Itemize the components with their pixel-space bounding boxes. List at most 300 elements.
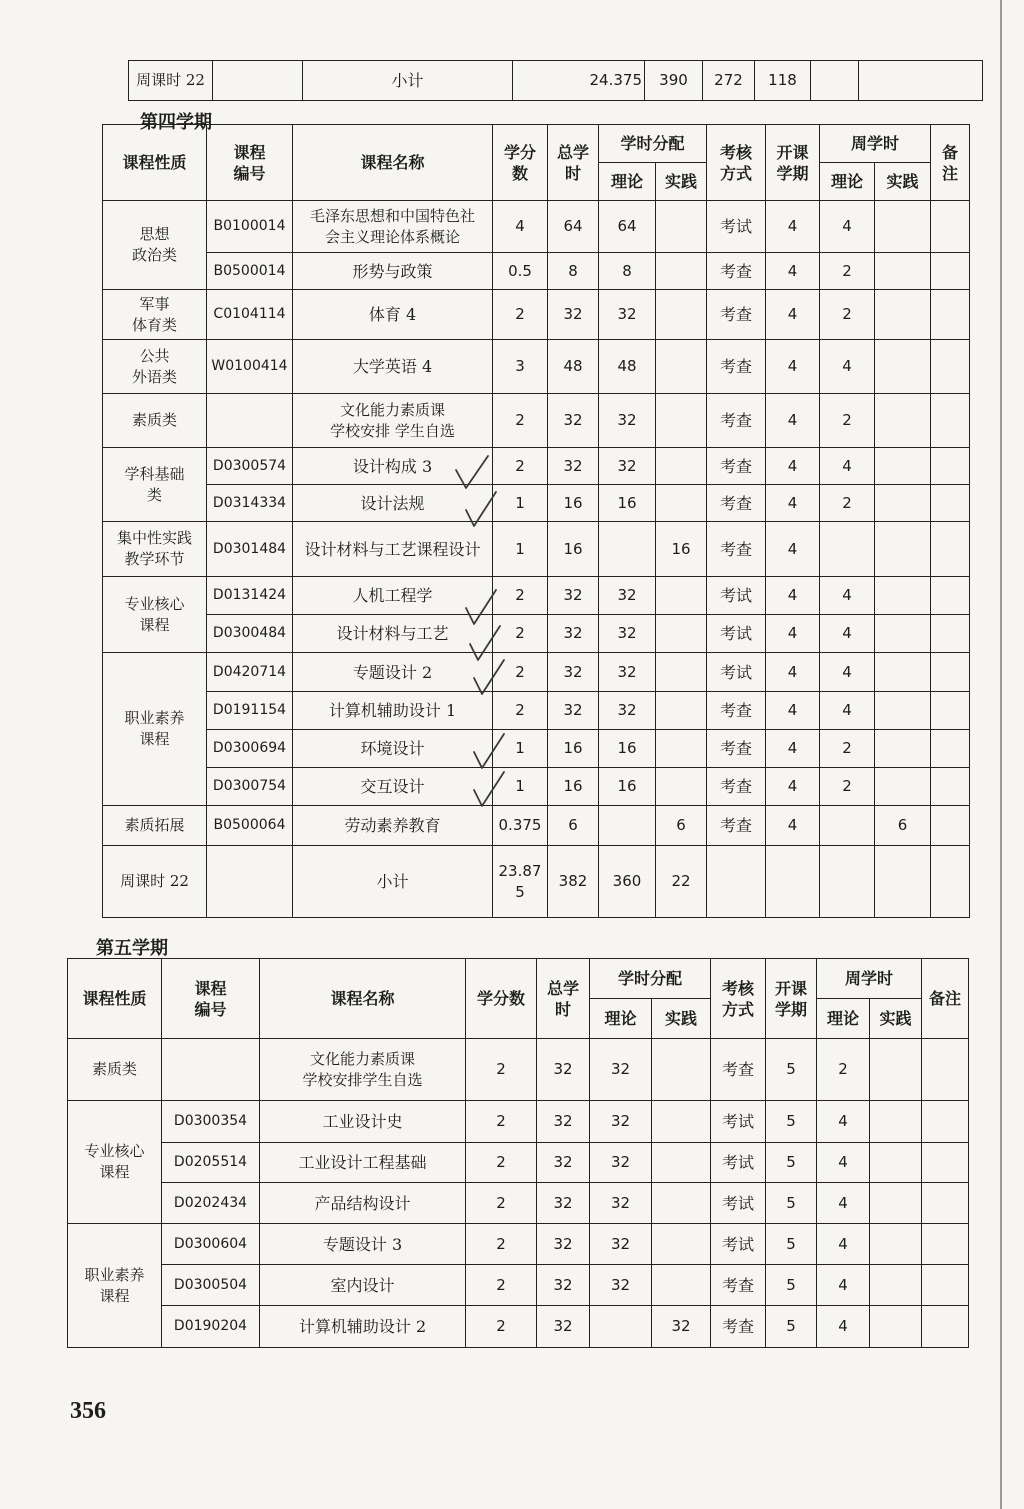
header-weekly-hours: 周学时 (820, 125, 931, 163)
notes-cell (931, 730, 970, 768)
subtotal-practice: 22 (656, 846, 707, 918)
notes-cell (931, 201, 970, 253)
header-weekly-hours: 周学时 (817, 959, 922, 999)
weekly-theory-cell: 2 (820, 394, 875, 448)
term-cell: 4 (766, 201, 820, 253)
table-row (103, 730, 970, 768)
credits-cell: 2 (466, 1265, 537, 1306)
theory-hours-cell: 32 (599, 394, 656, 448)
table-row (68, 1039, 969, 1101)
header-credits: 学分数 (466, 959, 537, 1039)
practice-hours-cell (656, 577, 707, 615)
table-row (68, 1183, 969, 1224)
course-name-cell: 人机工程学 (293, 577, 493, 615)
notes-cell (931, 522, 970, 577)
header-credits: 学分 数 (493, 125, 548, 201)
course-name-cell: 设计构成 3 (293, 448, 493, 485)
handwritten-check-icon (462, 488, 500, 528)
course-code-cell (162, 1039, 260, 1101)
weekly-hours-label: 周课时 22 (129, 61, 213, 101)
practice-hours-cell (652, 1101, 711, 1143)
header-hour-allocation: 学时分配 (590, 959, 711, 999)
header-course-code: 课程 编号 (207, 125, 293, 201)
term-cell: 4 (766, 692, 820, 730)
header-term: 开课 学期 (766, 125, 820, 201)
credits-cell: 2 (466, 1183, 537, 1224)
handwritten-check-icon (470, 656, 508, 696)
weekly-practice-cell (870, 1224, 922, 1265)
credits-cell: 1 (493, 522, 548, 577)
course-name-cell: 毛泽东思想和中国特色社 会主义理论体系概论 (293, 201, 493, 253)
credits-cell: 1 (493, 768, 548, 806)
notes-cell (931, 485, 970, 522)
weekly-practice-cell (870, 1039, 922, 1101)
weekly-theory-cell: 4 (820, 577, 875, 615)
table-row (103, 394, 970, 448)
weekly-theory-cell: 4 (817, 1265, 870, 1306)
total-hours-cell: 32 (548, 448, 599, 485)
course-type-cell: 军事 体育类 (103, 290, 207, 340)
course-code-cell: D0300504 (162, 1265, 260, 1306)
course-type-cell: 素质类 (68, 1039, 162, 1101)
course-code-cell: D0300694 (207, 730, 293, 768)
header-hour-allocation: 学时分配 (599, 125, 707, 163)
term-cell: 4 (766, 485, 820, 522)
assessment-cell: 考试 (711, 1143, 766, 1183)
theory-hours-cell: 32 (590, 1265, 652, 1306)
course-code-cell: C0104114 (207, 290, 293, 340)
course-code-cell: D0300484 (207, 615, 293, 653)
term-cell: 4 (766, 577, 820, 615)
course-name-cell: 计算机辅助设计 1 (293, 692, 493, 730)
theory-hours-cell (599, 806, 656, 846)
table-row (103, 806, 970, 846)
notes-cell (931, 577, 970, 615)
table-row (103, 577, 970, 615)
notes-cell (922, 1039, 969, 1101)
course-code-cell: D0190204 (162, 1306, 260, 1348)
weekly-theory-cell: 2 (820, 730, 875, 768)
previous-semester-summary (128, 60, 983, 101)
table-row (103, 615, 970, 653)
credits-cell: 2 (466, 1143, 537, 1183)
theory-hours-cell: 16 (599, 768, 656, 806)
notes-cell (931, 448, 970, 485)
notes-cell (922, 1306, 969, 1348)
course-code-cell: D0300754 (207, 768, 293, 806)
weekly-practice-cell (875, 290, 931, 340)
course-type-cell: 集中性实践 教学环节 (103, 522, 207, 577)
notes-cell (922, 1224, 969, 1265)
weekly-theory-cell: 4 (817, 1224, 870, 1265)
weekly-theory-cell: 2 (820, 253, 875, 290)
subtotal-label: 小计 (293, 846, 493, 918)
header-course-type: 课程性质 (103, 125, 207, 201)
course-name-cell: 专题设计 3 (260, 1224, 466, 1265)
assessment-cell: 考试 (707, 201, 766, 253)
course-name-cell: 产品结构设计 (260, 1183, 466, 1224)
total-hours-cell: 8 (548, 253, 599, 290)
assessment-cell: 考查 (707, 394, 766, 448)
term-cell: 4 (766, 653, 820, 692)
course-code-cell: W0100414 (207, 340, 293, 394)
theory-hours-cell: 32 (599, 692, 656, 730)
theory-hours-cell: 16 (599, 730, 656, 768)
header-assessment: 考核 方式 (711, 959, 766, 1039)
assessment-cell: 考查 (707, 806, 766, 846)
term-cell: 5 (766, 1039, 817, 1101)
practice-hours-cell: 32 (652, 1306, 711, 1348)
semester-5-table (67, 958, 969, 1348)
empty-cell (875, 846, 931, 918)
course-code-cell: D0314334 (207, 485, 293, 522)
term-cell: 5 (766, 1183, 817, 1224)
header-course-code: 课程 编号 (162, 959, 260, 1039)
weekly-practice-cell (870, 1143, 922, 1183)
weekly-theory-cell: 2 (820, 485, 875, 522)
theory-hours-cell: 32 (599, 615, 656, 653)
practice-hours-cell (656, 340, 707, 394)
weekly-theory-cell: 4 (817, 1183, 870, 1224)
course-code-cell: B0100014 (207, 201, 293, 253)
total-hours-cell: 32 (548, 290, 599, 340)
weekly-theory-cell: 4 (820, 340, 875, 394)
assessment-cell: 考查 (707, 485, 766, 522)
course-type-cell: 专业核心 课程 (103, 577, 207, 653)
weekly-practice-cell (875, 522, 931, 577)
semester-4-table (102, 124, 970, 918)
term-cell: 5 (766, 1101, 817, 1143)
total-hours-cell: 32 (548, 615, 599, 653)
weekly-practice-cell (875, 448, 931, 485)
notes-cell (931, 253, 970, 290)
weekly-practice-cell: 6 (875, 806, 931, 846)
weekly-practice-cell (870, 1183, 922, 1224)
course-name-cell: 工业设计史 (260, 1101, 466, 1143)
term-cell: 4 (766, 448, 820, 485)
weekly-practice-cell (875, 485, 931, 522)
practice-hours-cell (656, 615, 707, 653)
assessment-cell: 考查 (707, 768, 766, 806)
notes-cell (922, 1183, 969, 1224)
course-code-cell: D0301484 (207, 522, 293, 577)
semester-4-title: 第四学期 (140, 112, 212, 133)
credits-cell: 2 (493, 448, 548, 485)
total-hours-cell: 32 (537, 1183, 590, 1224)
term-cell: 4 (766, 394, 820, 448)
assessment-cell: 考查 (707, 730, 766, 768)
course-code-cell: D0205514 (162, 1143, 260, 1183)
course-name-cell: 大学英语 4 (293, 340, 493, 394)
total-hours-cell: 32 (548, 577, 599, 615)
assessment-cell: 考试 (707, 577, 766, 615)
total-hours-cell: 32 (537, 1224, 590, 1265)
weekly-practice-cell (875, 340, 931, 394)
theory-hours-cell: 32 (599, 448, 656, 485)
practice-hours-cell (652, 1039, 711, 1101)
practice-hours-cell (652, 1224, 711, 1265)
weekly-practice-cell (875, 253, 931, 290)
header-row (103, 125, 970, 163)
credits-cell: 2 (466, 1224, 537, 1265)
assessment-cell: 考查 (711, 1306, 766, 1348)
total-hours-cell: 32 (537, 1039, 590, 1101)
table-row (103, 448, 970, 485)
assessment-cell: 考试 (711, 1183, 766, 1224)
notes-cell (922, 1265, 969, 1306)
subtotal-theory: 272 (703, 61, 755, 101)
notes-cell (922, 1143, 969, 1183)
page-number: 356 (70, 1398, 106, 1424)
theory-hours-cell (590, 1306, 652, 1348)
weekly-practice-cell (870, 1306, 922, 1348)
notes-cell (931, 290, 970, 340)
course-name-cell: 文化能力素质课 学校安排 学生自选 (293, 394, 493, 448)
empty-cell (931, 846, 970, 918)
course-type-cell: 思想 政治类 (103, 201, 207, 290)
practice-hours-cell (656, 768, 707, 806)
term-cell: 4 (766, 806, 820, 846)
notes-cell (931, 394, 970, 448)
theory-hours-cell: 32 (599, 653, 656, 692)
total-hours-cell: 16 (548, 485, 599, 522)
weekly-practice-cell (875, 615, 931, 653)
practice-hours-cell (656, 290, 707, 340)
semester-5-title: 第五学期 (96, 938, 168, 959)
theory-hours-cell: 64 (599, 201, 656, 253)
header-total-hours: 总学 时 (537, 959, 590, 1039)
table-row (103, 290, 970, 340)
header-course-name: 课程名称 (293, 125, 493, 201)
empty-cell (707, 846, 766, 918)
course-name-cell: 设计材料与工艺课程设计 (293, 522, 493, 577)
header-notes: 备注 (922, 959, 969, 1039)
term-cell: 4 (766, 768, 820, 806)
credits-cell: 2 (493, 577, 548, 615)
header-theory: 理论 (590, 999, 652, 1039)
weekly-practice-cell (875, 201, 931, 253)
notes-cell (931, 692, 970, 730)
weekly-theory-cell: 4 (817, 1101, 870, 1143)
course-code-cell: D0202434 (162, 1183, 260, 1224)
course-type-cell: 职业素养 课程 (68, 1224, 162, 1348)
practice-hours-cell (656, 653, 707, 692)
header-weekly-theory: 理论 (817, 999, 870, 1039)
assessment-cell: 考查 (711, 1265, 766, 1306)
course-type-cell: 公共 外语类 (103, 340, 207, 394)
term-cell: 5 (766, 1224, 817, 1265)
course-type-cell: 素质拓展 (103, 806, 207, 846)
weekly-practice-cell (870, 1101, 922, 1143)
total-hours-cell: 32 (537, 1143, 590, 1183)
course-name-cell: 专题设计 2 (293, 653, 493, 692)
assessment-cell: 考查 (711, 1039, 766, 1101)
assessment-cell: 考查 (707, 692, 766, 730)
course-code-cell: D0420714 (207, 653, 293, 692)
practice-hours-cell (652, 1265, 711, 1306)
weekly-theory-cell: 4 (820, 615, 875, 653)
header-row (68, 959, 969, 999)
course-type-cell: 素质类 (103, 394, 207, 448)
term-cell: 4 (766, 522, 820, 577)
header-term: 开课 学期 (766, 959, 817, 1039)
course-name-cell: 交互设计 (293, 768, 493, 806)
notes-cell (931, 653, 970, 692)
term-cell: 5 (766, 1143, 817, 1183)
term-cell: 5 (766, 1306, 817, 1348)
credits-cell: 3 (493, 340, 548, 394)
theory-hours-cell: 48 (599, 340, 656, 394)
theory-hours-cell: 32 (599, 577, 656, 615)
subtotal-credits: 23.87 5 (493, 846, 548, 918)
table-row (103, 201, 970, 253)
total-hours-cell: 32 (548, 394, 599, 448)
course-type-cell: 学科基础 类 (103, 448, 207, 522)
subtotal-practice: 118 (755, 61, 811, 101)
course-name-cell: 文化能力素质课 学校安排学生自选 (260, 1039, 466, 1101)
table-row (68, 1224, 969, 1265)
credits-cell: 0.375 (493, 806, 548, 846)
header-practice: 实践 (652, 999, 711, 1039)
course-code-cell: D0300354 (162, 1101, 260, 1143)
credits-cell: 4 (493, 201, 548, 253)
theory-hours-cell: 8 (599, 253, 656, 290)
summary-row (103, 846, 970, 918)
notes-cell (931, 768, 970, 806)
weekly-theory-cell: 4 (820, 692, 875, 730)
credits-cell: 2 (493, 290, 548, 340)
total-hours-cell: 16 (548, 768, 599, 806)
course-name-cell: 劳动素养教育 (293, 806, 493, 846)
header-weekly-theory: 理论 (820, 163, 875, 201)
notes-cell (931, 806, 970, 846)
assessment-cell: 考查 (707, 340, 766, 394)
credits-cell: 2 (466, 1039, 537, 1101)
course-name-cell: 室内设计 (260, 1265, 466, 1306)
practice-hours-cell (656, 394, 707, 448)
theory-hours-cell: 32 (590, 1143, 652, 1183)
credits-cell: 2 (466, 1101, 537, 1143)
credits-cell: 2 (493, 692, 548, 730)
weekly-theory-cell: 4 (820, 201, 875, 253)
practice-hours-cell (656, 730, 707, 768)
practice-hours-cell (652, 1183, 711, 1224)
practice-hours-cell (656, 692, 707, 730)
total-hours-cell: 16 (548, 522, 599, 577)
course-name-cell: 设计材料与工艺 (293, 615, 493, 653)
empty-cell (820, 846, 875, 918)
practice-hours-cell: 16 (656, 522, 707, 577)
theory-hours-cell: 32 (590, 1183, 652, 1224)
subtotal-total-hours: 390 (645, 61, 703, 101)
total-hours-cell: 32 (537, 1265, 590, 1306)
empty-cell (207, 846, 293, 918)
subtotal-label: 小计 (303, 61, 513, 101)
credits-cell: 1 (493, 730, 548, 768)
practice-hours-cell (656, 448, 707, 485)
table-row (103, 768, 970, 806)
weekly-theory-cell: 2 (820, 290, 875, 340)
total-hours-cell: 16 (548, 730, 599, 768)
theory-hours-cell: 16 (599, 485, 656, 522)
handwritten-check-icon (452, 452, 492, 492)
notes-cell (922, 1101, 969, 1143)
assessment-cell: 考试 (711, 1224, 766, 1265)
course-name-cell: 形势与政策 (293, 253, 493, 290)
weekly-theory-cell (820, 806, 875, 846)
practice-hours-cell (656, 253, 707, 290)
practice-hours-cell (656, 485, 707, 522)
weekly-practice-cell (875, 653, 931, 692)
header-course-type: 课程性质 (68, 959, 162, 1039)
table-row (68, 1143, 969, 1183)
course-name-cell: 环境设计 (293, 730, 493, 768)
header-notes: 备 注 (931, 125, 970, 201)
weekly-practice-cell (870, 1265, 922, 1306)
assessment-cell: 考查 (707, 290, 766, 340)
header-theory: 理论 (599, 163, 656, 201)
assessment-cell: 考试 (711, 1101, 766, 1143)
subtotal-theory: 360 (599, 846, 656, 918)
subtotal-credits: 24.375 (513, 61, 645, 101)
course-code-cell: D0300604 (162, 1224, 260, 1265)
theory-hours-cell (599, 522, 656, 577)
theory-hours-cell: 32 (599, 290, 656, 340)
theory-hours-cell: 32 (590, 1224, 652, 1265)
weekly-practice-cell (875, 692, 931, 730)
credits-cell: 1 (493, 485, 548, 522)
term-cell: 4 (766, 615, 820, 653)
weekly-theory-cell: 4 (817, 1306, 870, 1348)
assessment-cell: 考查 (707, 522, 766, 577)
weekly-theory-cell: 2 (817, 1039, 870, 1101)
weekly-theory-cell: 4 (817, 1143, 870, 1183)
total-hours-cell: 32 (548, 653, 599, 692)
table-row (103, 340, 970, 394)
course-code-cell: D0131424 (207, 577, 293, 615)
weekly-practice-cell (875, 394, 931, 448)
header-assessment: 考核 方式 (707, 125, 766, 201)
course-code-cell: B0500064 (207, 806, 293, 846)
notes-cell (931, 340, 970, 394)
term-cell: 4 (766, 340, 820, 394)
table-row (103, 522, 970, 577)
subtotal-total-hours: 382 (548, 846, 599, 918)
weekly-practice-cell (875, 768, 931, 806)
course-code-cell: D0300574 (207, 448, 293, 485)
term-cell: 4 (766, 253, 820, 290)
handwritten-check-icon (462, 586, 500, 626)
theory-hours-cell: 32 (590, 1039, 652, 1101)
practice-hours-cell (652, 1143, 711, 1183)
total-hours-cell: 64 (548, 201, 599, 253)
table-row (103, 253, 970, 290)
header-weekly-practice: 实践 (870, 999, 922, 1039)
handwritten-check-icon (470, 730, 508, 770)
weekly-theory-cell: 4 (820, 448, 875, 485)
total-hours-cell: 32 (537, 1306, 590, 1348)
assessment-cell: 考试 (707, 615, 766, 653)
notes-cell (931, 615, 970, 653)
weekly-theory-cell: 4 (820, 653, 875, 692)
total-hours-cell: 32 (537, 1101, 590, 1143)
header-course-name: 课程名称 (260, 959, 466, 1039)
assessment-cell: 考查 (707, 253, 766, 290)
course-name-cell: 工业设计工程基础 (260, 1143, 466, 1183)
course-code-cell: B0500014 (207, 253, 293, 290)
practice-hours-cell: 6 (656, 806, 707, 846)
table-row (68, 1101, 969, 1143)
